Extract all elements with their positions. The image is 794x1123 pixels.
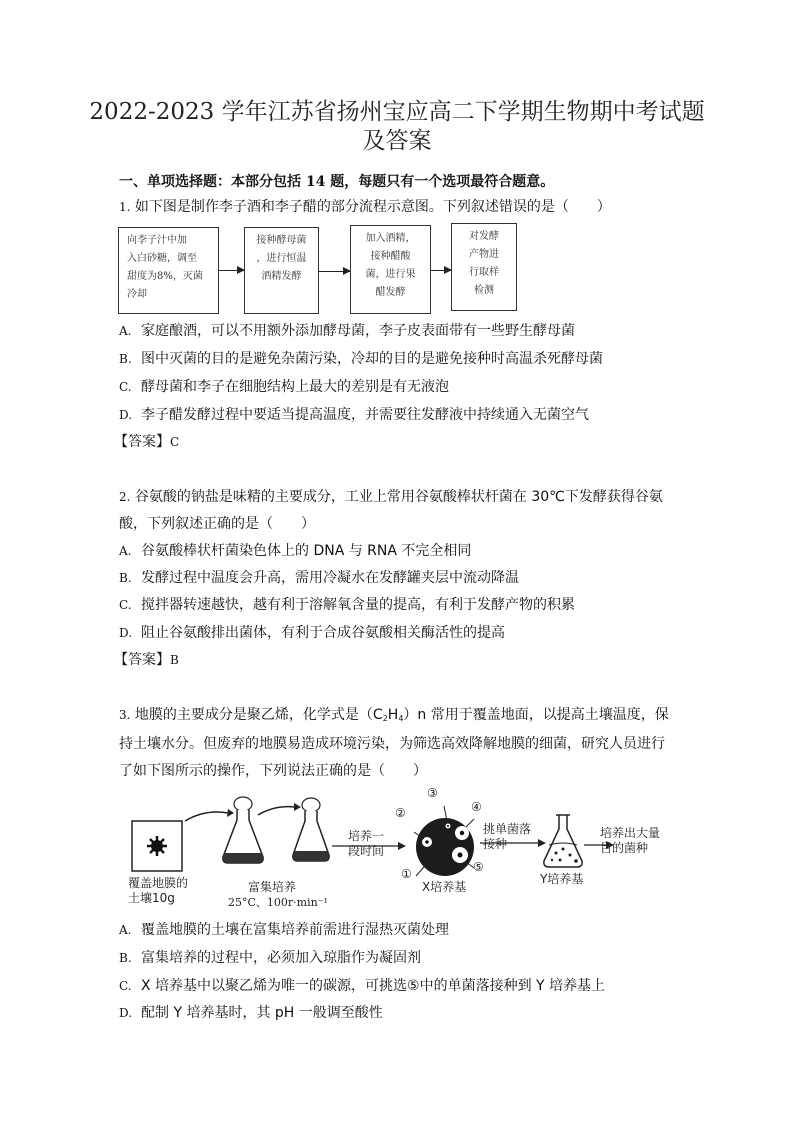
- q1-answer: 【答案】C: [114, 434, 180, 450]
- q3-option-b: B. 富集培养的过程中，必须加入琼脂作为凝固剂: [119, 950, 421, 966]
- flow-step-1: 向李子汁中加 入白砂糖，调至 甜度为8%，灭菌 冷却: [118, 227, 219, 314]
- x-plate: [414, 806, 474, 876]
- q1-option-a: A. 家庭酿酒，可以不用额外添加酵母菌，李子皮表面带有一些野生酵母菌: [119, 323, 575, 339]
- document-title-line2: 及答案: [362, 128, 432, 154]
- soil-sample-icon: [147, 836, 167, 856]
- q2-option-d: D. 阻止谷氨酸排出菌体，有利于合成谷氨酸相关酶活性的提高: [119, 625, 505, 641]
- x-plate-label: X培养基: [422, 880, 467, 894]
- q3-option-c: C. X 培养基中以聚乙烯为唯一的碳源，可挑选⑤中的单菌落接种到 Y 培养基上: [119, 978, 606, 994]
- y-medium-label: Y培养基: [540, 872, 584, 886]
- flow-step-4: 对发酵 产物进 行取样 检测: [451, 223, 517, 311]
- enrichment-conditions: 25°C、100r·min⁻¹: [228, 896, 328, 909]
- q2-option-c: C. 搅拌器转速越快，越有利于溶解氧含量的提高，有利于发酵产物的积累: [119, 597, 575, 613]
- soil-label: 覆盖地膜的 土壤10g: [128, 876, 189, 905]
- q3-option-d: D. 配制 Y 培养基时，其 pH 一般调至酸性: [119, 1005, 383, 1021]
- q2-option-b: B. 发酵过程中温度会升高，需用冷凝水在发酵罐夹层中流动降温: [119, 570, 519, 586]
- q2-answer: 【答案】B: [114, 652, 179, 668]
- y-medium-flask: [544, 815, 582, 867]
- enrichment-label: 富集培养: [248, 880, 297, 894]
- q3-option-a: A. 覆盖地膜的土壤在富集培养前需进行湿热灭菌处理: [119, 922, 449, 938]
- culture-time-label: 培养一 段时间: [348, 829, 385, 858]
- colony-mark-4: ④: [471, 800, 482, 814]
- q1-option-b: B. 图中灭菌的目的是避免杂菌污染，冷却的目的是避免接种时高温杀死酵母菌: [119, 351, 603, 367]
- enrichment-flask-1: [223, 797, 263, 863]
- q2-option-a: A. 谷氨酸棒状杆菌染色体上的 DNA 与 RNA 不完全相同: [119, 543, 472, 559]
- flow-step-2: 接种酵母菌 ，进行恒温 酒精发酵: [244, 227, 319, 314]
- result-label: 培养出大量 目的菌种: [600, 826, 661, 855]
- document-title-line1: 2022-2023 学年江苏省扬州宝应高二下学期生物期中考试题: [89, 99, 705, 125]
- question-3-stem-line1: 3. 地膜的主要成分是聚乙烯，化学式是$(C_2H_4)n$ 常用于覆盖地面，以提高土壤温度，保: [119, 707, 669, 723]
- colony-mark-5: ⑤: [473, 860, 484, 874]
- flow-arrow-1: [219, 270, 244, 271]
- pick-colony-label: 挑单菌落 接种: [483, 822, 532, 851]
- q1-option-d: D. 李子醋发酵过程中要适当提高温度，并需要往发酵液中持续通入无菌空气: [119, 407, 589, 423]
- colony-mark-1: ①: [401, 867, 412, 881]
- question-2-stem-line1: 2. 谷氨酸的钠盐是味精的主要成分，工业上常用谷氨酸棒状杆菌在 30℃下发酵获得谷氨: [119, 489, 663, 505]
- flow-arrow-2: [319, 271, 350, 272]
- q1-option-c: C. 酵母菌和李子在细胞结构上最大的差别是有无液泡: [119, 379, 449, 395]
- colony-mark-3: ③: [427, 786, 438, 800]
- colony-mark-2: ②: [395, 806, 406, 820]
- question-3-stem-line3: 了如下图所示的操作，下列说法正确的是（ ）: [119, 763, 427, 779]
- question-2-stem-line2: 酸，下列叙述正确的是（ ）: [119, 516, 315, 532]
- flow-step-3: 加入酒精， 接种醋酸 菌，进行果 醋发酵: [350, 225, 431, 314]
- flow-arrow-3: [431, 270, 451, 271]
- question-3-stem-line2: 持土壤水分。但废弃的地膜易造成环境污染，为筛选高效降解地膜的细菌，研究人员进行: [119, 736, 665, 752]
- question-1-stem: 1. 如下图是制作李子酒和李子醋的部分流程示意图。下列叙述错误的是（ ）: [119, 199, 611, 215]
- section-heading: 一、单项选择题：本部分包括 14 题，每题只有一个选项最符合题意。: [119, 174, 555, 190]
